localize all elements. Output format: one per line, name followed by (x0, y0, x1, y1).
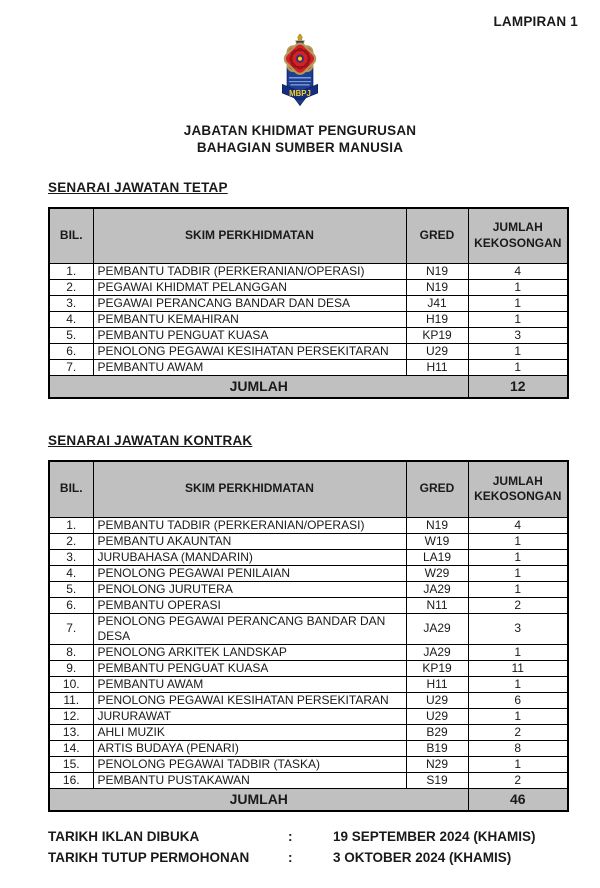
skim-cell: PENOLONG ARKITEK LANDSKAP (93, 644, 406, 660)
mbpj-crest-logo (271, 33, 329, 113)
skim-cell: PEMBANTU AWAM (93, 676, 406, 692)
footer-line (48, 826, 600, 848)
table-row (49, 533, 568, 549)
table-row (49, 517, 568, 533)
column-header-skim: SKIM PERKHIDMATAN (93, 461, 406, 517)
skim-cell: PEGAWAI KHIDMAT PELANGGAN (93, 280, 406, 296)
gred-cell: U29 (406, 344, 468, 360)
footer-line (48, 847, 600, 869)
table-row (49, 772, 568, 788)
kekosongan-cell: 4 (468, 517, 568, 533)
kekosongan-cell: 1 (468, 296, 568, 312)
column-header-skim: SKIM PERKHIDMATAN (93, 208, 406, 264)
table-row (49, 613, 568, 644)
skim-cell: PEMBANTU KEMAHIRAN (93, 312, 406, 328)
table-row (49, 708, 568, 724)
table-row (49, 740, 568, 756)
footer-separator: : (288, 828, 293, 844)
gred-cell: W29 (406, 565, 468, 581)
bil-cell: 14. (49, 740, 93, 756)
skim-cell: PEMBANTU AKAUNTAN (93, 533, 406, 549)
column-header-kekosongan: JUMLAH KEKOSONGAN (468, 208, 568, 264)
table-row (49, 644, 568, 660)
corner-label: LAMPIRAN 1 (493, 14, 578, 29)
column-header-gred: GRED (406, 208, 468, 264)
gred-cell: KP19 (406, 328, 468, 344)
kekosongan-cell: 2 (468, 597, 568, 613)
kekosongan-cell: 1 (468, 644, 568, 660)
kekosongan-cell: 1 (468, 344, 568, 360)
gred-cell: U29 (406, 708, 468, 724)
gred-cell: B29 (406, 724, 468, 740)
gred-cell: J41 (406, 296, 468, 312)
bil-cell: 2. (49, 280, 93, 296)
footer-date-value: 19 SEPTEMBER 2024 (KHAMIS) (333, 828, 536, 844)
bil-cell: 10. (49, 676, 93, 692)
total-label: JUMLAH (49, 788, 468, 811)
table-row (49, 756, 568, 772)
gred-cell: H11 (406, 360, 468, 376)
total-value: 12 (468, 376, 568, 399)
table-row (49, 660, 568, 676)
bil-cell: 8. (49, 644, 93, 660)
gred-cell: H19 (406, 312, 468, 328)
table-row (49, 581, 568, 597)
section-kontrak (48, 433, 570, 812)
skim-cell: PEMBANTU TADBIR (PERKERANIAN/OPERASI) (93, 517, 406, 533)
bil-cell: 5. (49, 581, 93, 597)
bil-cell: 12. (49, 708, 93, 724)
gred-cell: JA29 (406, 644, 468, 660)
gred-cell: N19 (406, 264, 468, 280)
kekosongan-cell: 1 (468, 549, 568, 565)
kekosongan-cell: 11 (468, 660, 568, 676)
column-header-bil: BIL. (49, 461, 93, 517)
kekosongan-cell: 1 (468, 756, 568, 772)
logo-text: MBPJ (289, 88, 311, 98)
skim-cell: PEMBANTU AWAM (93, 360, 406, 376)
bil-cell: 5. (49, 328, 93, 344)
section-tetap (48, 180, 570, 400)
skim-cell: PENOLONG PEGAWAI KESIHATAN PERSEKITARAN (93, 344, 406, 360)
kekosongan-cell: 2 (468, 772, 568, 788)
bil-cell: 4. (49, 565, 93, 581)
skim-cell: JURUBAHASA (MANDARIN) (93, 549, 406, 565)
kekosongan-cell: 4 (468, 264, 568, 280)
kekosongan-cell: 3 (468, 613, 568, 644)
skim-cell: PEGAWAI PERANCANG BANDAR DAN DESA (93, 296, 406, 312)
bil-cell: 6. (49, 597, 93, 613)
bil-cell: 3. (49, 296, 93, 312)
gred-cell: JA29 (406, 581, 468, 597)
gred-cell: N29 (406, 756, 468, 772)
footer-date-label: TARIKH IKLAN DIBUKA (48, 828, 200, 844)
kekosongan-cell: 1 (468, 533, 568, 549)
heading-senarai-jawatan-kontrak: SENARAI JAWATAN KONTRAK (48, 433, 253, 449)
table-row (49, 565, 568, 581)
bil-cell: 3. (49, 549, 93, 565)
bil-cell: 7. (49, 360, 93, 376)
skim-cell: PEMBANTU PENGUAT KUASA (93, 660, 406, 676)
column-header-bil: BIL. (49, 208, 93, 264)
kekosongan-cell: 1 (468, 565, 568, 581)
footer-date-value: 3 OKTOBER 2024 (KHAMIS) (333, 850, 512, 866)
table-row (49, 264, 568, 280)
skim-cell: PEMBANTU OPERASI (93, 597, 406, 613)
bil-cell: 6. (49, 344, 93, 360)
total-value: 46 (468, 788, 568, 811)
gred-cell: S19 (406, 772, 468, 788)
column-header-gred: GRED (406, 461, 468, 517)
skim-cell: PEMBANTU TADBIR (PERKERANIAN/OPERASI) (93, 264, 406, 280)
gred-cell: U29 (406, 692, 468, 708)
gred-cell: LA19 (406, 549, 468, 565)
gred-cell: H11 (406, 676, 468, 692)
skim-cell: PENOLONG JURUTERA (93, 581, 406, 597)
table-row (49, 344, 568, 360)
footer-date-label: TARIKH TUTUP PERMOHONAN (48, 850, 250, 866)
bil-cell: 13. (49, 724, 93, 740)
kekosongan-cell: 1 (468, 708, 568, 724)
vacancy-table-tetap (48, 207, 569, 400)
department-title (0, 122, 600, 157)
bil-cell: 7. (49, 613, 93, 644)
kekosongan-cell: 3 (468, 328, 568, 344)
skim-cell: PEMBANTU PENGUAT KUASA (93, 328, 406, 344)
department-line-2: BAHAGIAN SUMBER MANUSIA (196, 140, 404, 156)
table-row (49, 296, 568, 312)
column-header-kekosongan: JUMLAH KEKOSONGAN (468, 461, 568, 517)
kekosongan-cell: 2 (468, 724, 568, 740)
table-header-row (49, 461, 568, 517)
table-row (49, 280, 568, 296)
gred-cell: N11 (406, 597, 468, 613)
kekosongan-cell: 1 (468, 360, 568, 376)
total-label: JUMLAH (49, 376, 468, 399)
logo-container (0, 33, 600, 113)
skim-cell: JURURAWAT (93, 708, 406, 724)
kekosongan-cell: 1 (468, 312, 568, 328)
table-row (49, 549, 568, 565)
table-row (49, 724, 568, 740)
kekosongan-cell: 6 (468, 692, 568, 708)
kekosongan-cell: 1 (468, 280, 568, 296)
table-row (49, 597, 568, 613)
skim-cell: PENOLONG PEGAWAI PERANCANG BANDAR DAN DESA (93, 613, 406, 644)
bil-cell: 4. (49, 312, 93, 328)
skim-cell: ARTIS BUDAYA (PENARI) (93, 740, 406, 756)
skim-cell: PENOLONG PEGAWAI TADBIR (TASKA) (93, 756, 406, 772)
gred-cell: N19 (406, 517, 468, 533)
table-row (49, 692, 568, 708)
total-row (49, 788, 568, 811)
skim-cell: PENOLONG PEGAWAI PENILAIAN (93, 565, 406, 581)
bil-cell: 1. (49, 264, 93, 280)
skim-cell: AHLI MUZIK (93, 724, 406, 740)
kekosongan-cell: 8 (468, 740, 568, 756)
gred-cell: KP19 (406, 660, 468, 676)
kekosongan-cell: 1 (468, 676, 568, 692)
gred-cell: B19 (406, 740, 468, 756)
gred-cell: W19 (406, 533, 468, 549)
bil-cell: 1. (49, 517, 93, 533)
table-row (49, 676, 568, 692)
bil-cell: 11. (49, 692, 93, 708)
gred-cell: JA29 (406, 613, 468, 644)
kekosongan-cell: 1 (468, 581, 568, 597)
table-row (49, 328, 568, 344)
bil-cell: 16. (49, 772, 93, 788)
bil-cell: 9. (49, 660, 93, 676)
footer-separator: : (288, 850, 293, 866)
table-row (49, 360, 568, 376)
skim-cell: PEMBANTU PUSTAKAWAN (93, 772, 406, 788)
gred-cell: N19 (406, 280, 468, 296)
bil-cell: 2. (49, 533, 93, 549)
table-row (49, 312, 568, 328)
total-row (49, 376, 568, 399)
heading-senarai-jawatan-tetap: SENARAI JAWATAN TETAP (48, 179, 228, 195)
vacancy-table-kontrak (48, 460, 569, 812)
table-header-row (49, 208, 568, 264)
bil-cell: 15. (49, 756, 93, 772)
footer-dates (48, 826, 600, 870)
department-line-1: JABATAN KHIDMAT PENGURUSAN (183, 123, 417, 138)
skim-cell: PENOLONG PEGAWAI KESIHATAN PERSEKITARAN (93, 692, 406, 708)
